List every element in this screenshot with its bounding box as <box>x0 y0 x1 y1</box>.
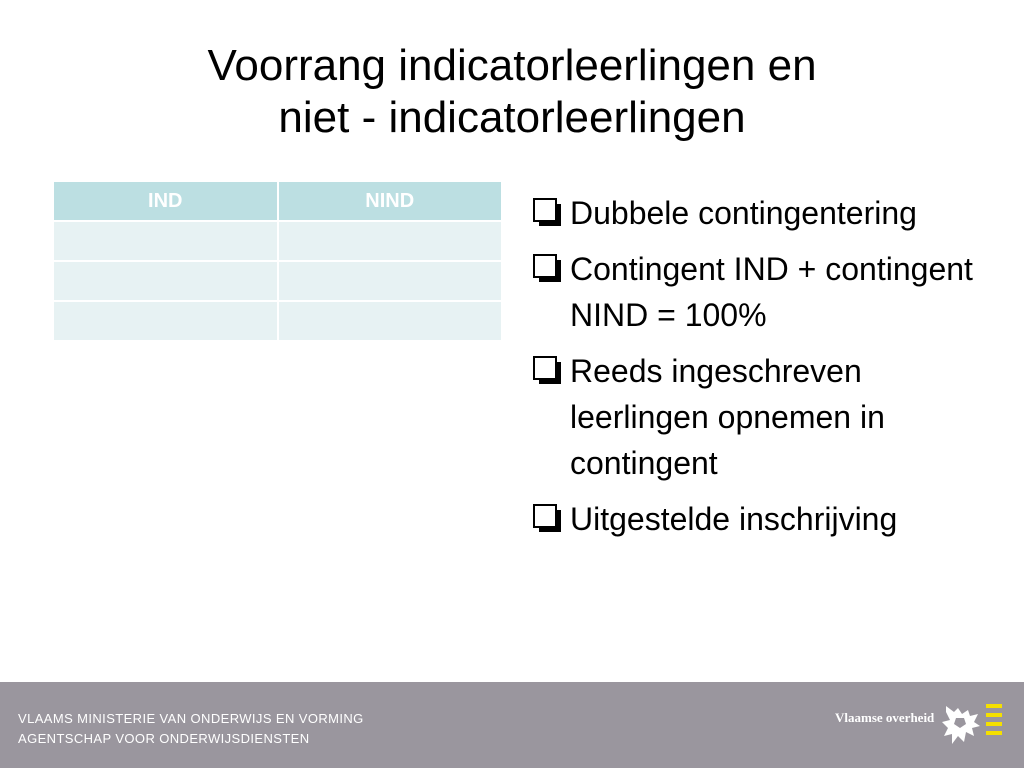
checkbox-icon <box>533 198 557 222</box>
slide-title-line-2: niet - indicatorleerlingen <box>278 93 746 142</box>
table-cell <box>278 261 503 301</box>
organization-name <box>18 709 364 749</box>
checkbox-icon <box>533 254 557 278</box>
table-cell <box>53 301 278 341</box>
table-cell <box>53 221 278 261</box>
table-cell <box>278 221 503 261</box>
table-row <box>53 221 502 261</box>
bullet-item <box>533 190 1003 236</box>
organization-line-2: AGENTSCHAP VOOR ONDERWIJSDIENSTEN <box>18 731 310 746</box>
logo-stripes <box>986 704 1002 740</box>
bullet-item <box>533 246 1003 338</box>
checkbox-icon <box>533 356 557 380</box>
organization-line-1: VLAAMS MINISTERIE VAN ONDERWIJS EN VORMING <box>18 711 364 726</box>
table-header-row <box>53 181 502 221</box>
bullet-item <box>533 348 1003 486</box>
bullet-text: Uitgestelde inschrijving <box>570 501 898 537</box>
table-cell <box>278 301 503 341</box>
data-table <box>52 180 503 342</box>
bullet-text: Contingent IND + contingent NIND = 100% <box>570 251 973 333</box>
column-header-ind: IND <box>53 181 278 221</box>
bullet-item <box>533 496 1003 542</box>
column-header-nind: NIND <box>278 181 503 221</box>
table-cell <box>53 261 278 301</box>
bullet-list <box>533 190 1003 552</box>
slide-title-line-1: Voorrang indicatorleerlingen en <box>207 41 817 90</box>
footer-bar <box>0 682 1024 768</box>
bullet-text: Reeds ingeschreven leerlingen opnemen in contingent <box>570 353 885 481</box>
bullet-text: Dubbele contingentering <box>570 195 917 231</box>
flemish-lion-icon <box>940 702 984 750</box>
table-row <box>53 261 502 301</box>
brand-name: Vlaamse overheid <box>835 710 935 725</box>
checkbox-icon <box>533 504 557 528</box>
slide-title <box>100 40 924 144</box>
table-row <box>53 301 502 341</box>
